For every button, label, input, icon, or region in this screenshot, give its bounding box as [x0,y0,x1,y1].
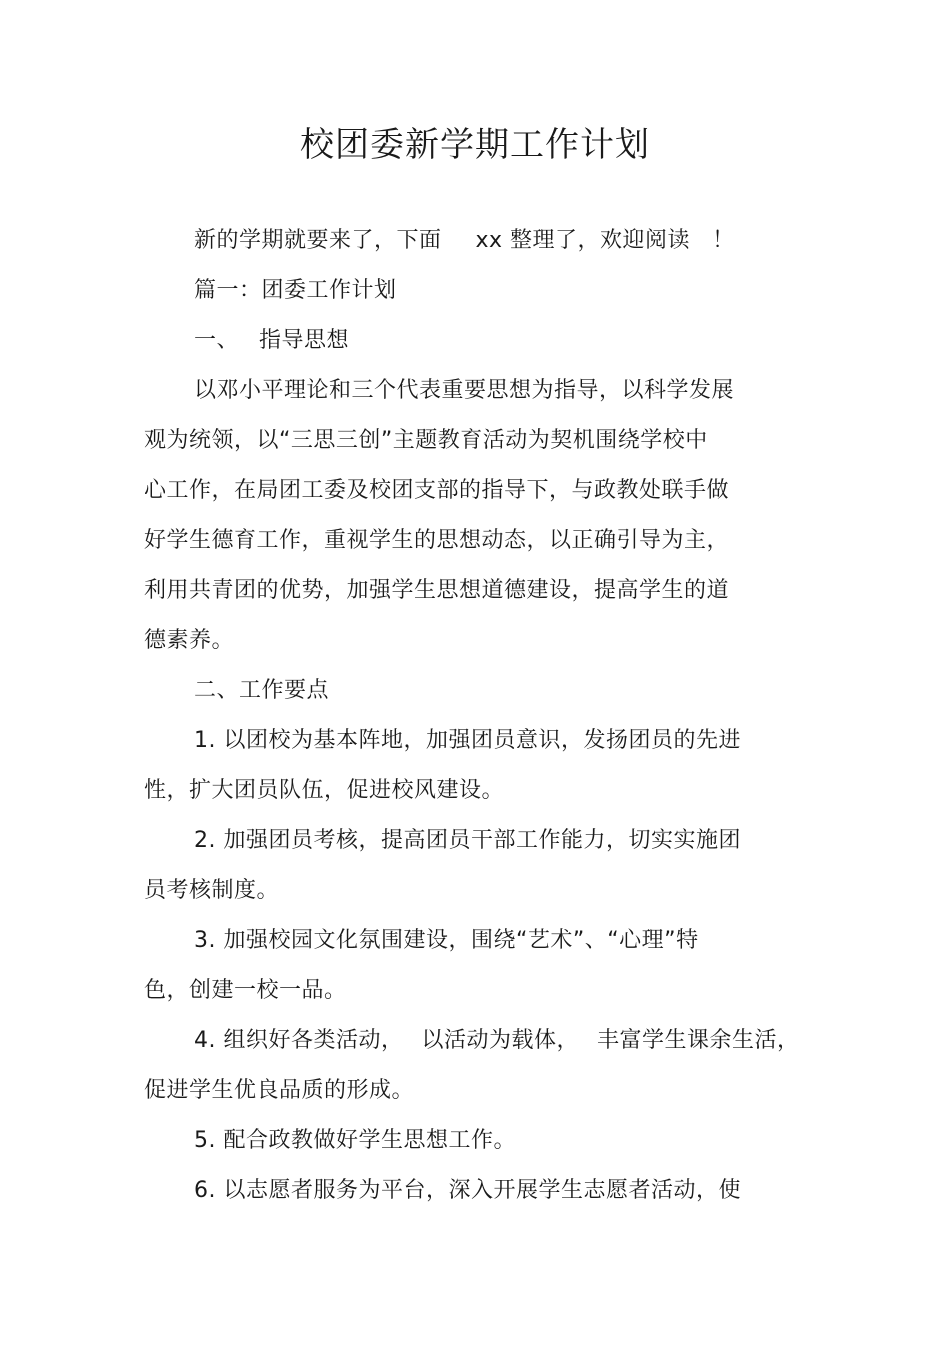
document-title: 校团委新学期工作计划 [300,125,650,165]
point-2-line-1: 2. 加强团员考核，提高团员干部工作能力，切实实施团 [194,828,741,853]
section-header: 篇一：团委工作计划 [194,278,397,303]
point-3-line-1: 3. 加强校园文化氛围建设，围绕“艺术”、“心理”特 [194,928,699,953]
point-4-part-a: 4. 组织好各类活动， [194,1028,404,1053]
guiding-line-4: 好学生德育工作，重视学生的思想动态，以正确引导为主， [144,528,730,553]
point-4-part-b: 以活动为载体， [421,1028,579,1053]
heading-guiding-ideology [194,325,349,357]
point-1-line-1: 1. 以团校为基本阵地，加强团员意识，发扬团员的先进 [194,728,741,753]
guiding-line-1: 以邓小平理论和三个代表重要思想为指导，以科学发展 [194,378,735,403]
intro-line [194,225,735,257]
guiding-line-5: 利用共青团的优势，加强学生思想道德建设，提高学生的道 [144,578,730,603]
point-1-line-2: 性，扩大团员队伍，促进校风建设。 [144,778,505,803]
guiding-line-6: 德素养。 [144,628,235,653]
point-3-line-2: 色，创建一校一品。 [144,978,347,1003]
heading-number: 一、 [194,328,240,353]
heading-text: 指导思想 [259,328,350,353]
point-6-line-1: 6. 以志愿者服务为平台，深入开展学生志愿者活动，使 [194,1178,741,1203]
guiding-line-2: 观为统领，以“三思三创”主题教育活动为契机围绕学校中 [144,428,708,453]
point-4-part-c: 丰富学生课余生活， [597,1028,800,1053]
intro-part-3: ！ [712,228,735,253]
point-4-line-1 [194,1025,800,1057]
point-4-line-2: 促进学生优良品质的形成。 [144,1078,415,1103]
intro-part-1: 新的学期就要来了，下面 [194,228,442,253]
guiding-line-3: 心工作，在局团工委及校团支部的指导下，与政教处联手做 [144,478,730,503]
intro-part-2: xx 整理了，欢迎阅读 [475,228,691,253]
point-5-line-1: 5. 配合政教做好学生思想工作。 [194,1128,516,1153]
point-2-line-2: 员考核制度。 [144,878,280,903]
heading-work-points: 二、工作要点 [194,678,330,703]
